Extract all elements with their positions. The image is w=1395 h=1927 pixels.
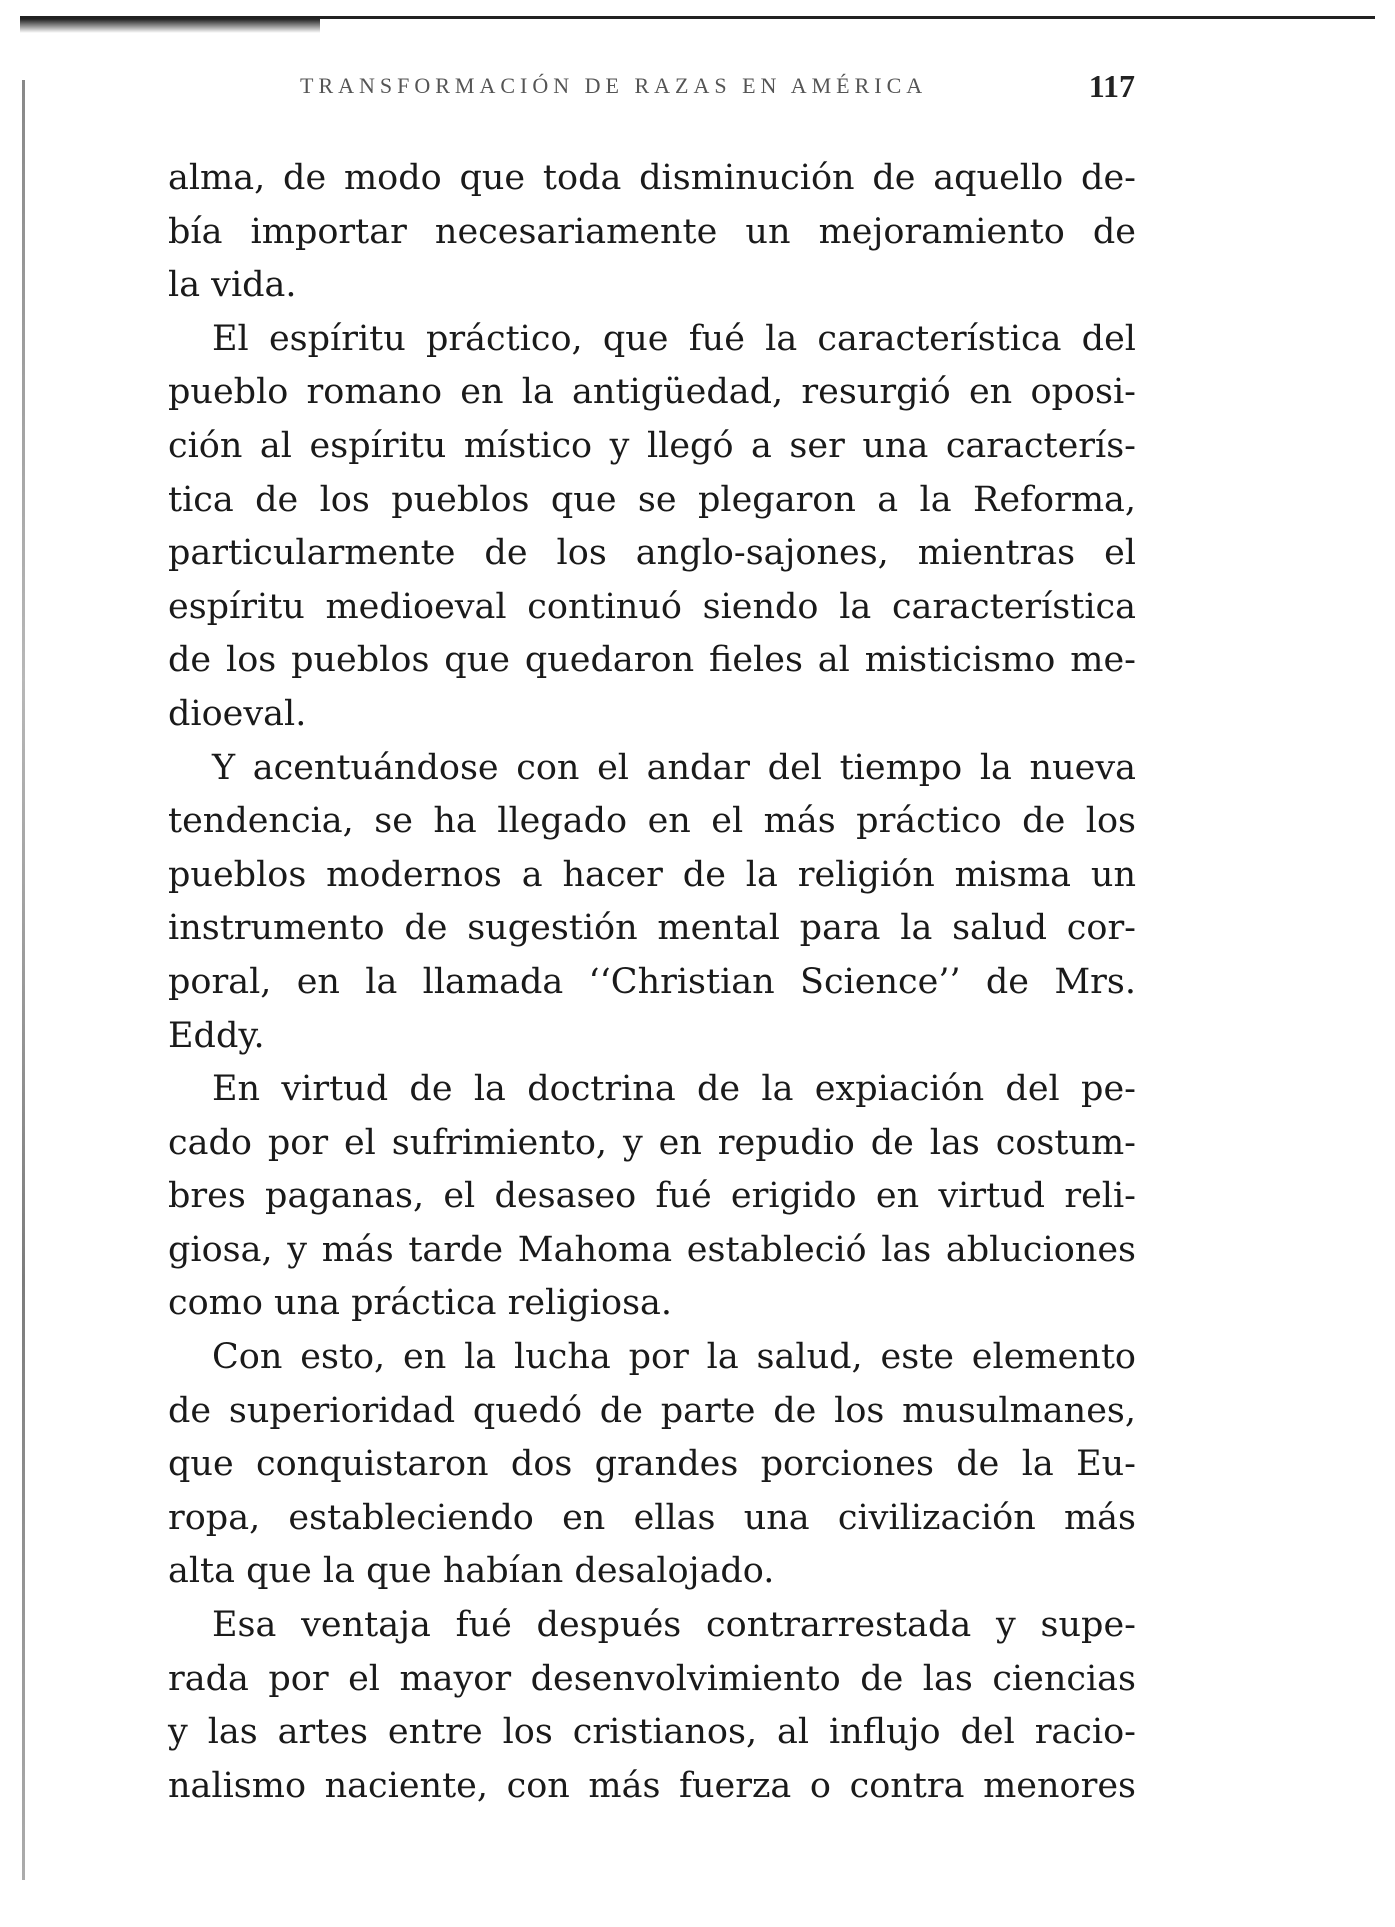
text-line: Eddy. — [168, 1015, 265, 1056]
text-line: nalismo naciente, con más fuerza o contra menores — [168, 1765, 1136, 1806]
text-line: giosa, y más tarde Mahoma estableció las abluciones — [168, 1229, 1136, 1270]
paragraph — [168, 1599, 1136, 1813]
text-line: pueblo romano en la antigüedad, resurgió en oposi- — [168, 372, 1136, 413]
text-line: Con esto, en la lucha por la salud, este elemento — [212, 1337, 1136, 1378]
text-line: de superioridad quedó de parte de los musulmanes, — [168, 1390, 1136, 1431]
paragraph — [168, 1331, 1136, 1599]
text-line: la vida. — [168, 265, 297, 306]
text-line: particularmente de los anglo-sajones, mientras el — [168, 533, 1136, 574]
text-line: alta que la que habían desalojado. — [168, 1551, 775, 1592]
text-line: de los pueblos que quedaron fieles al misticismo me- — [168, 640, 1136, 681]
text-line: rada por el mayor desenvolvimiento de las ciencias — [168, 1658, 1136, 1699]
paragraph — [168, 313, 1136, 742]
text-line: poral, en la llamada ‘‘Christian Science’’ de Mrs. — [168, 961, 1136, 1002]
text-line: pueblos modernos a hacer de la religión misma un — [168, 854, 1136, 895]
text-line: En virtud de la doctrina de la expiación del pe- — [212, 1069, 1136, 1110]
page-body — [168, 152, 1136, 1813]
text-line: El espíritu práctico, que fué la característica del — [212, 318, 1136, 359]
text-line: tica de los pueblos que se plegaron a la Reforma, — [168, 479, 1136, 520]
text-line: ción al espíritu místico y llegó a ser una caracterís- — [168, 425, 1136, 466]
paragraph — [168, 742, 1136, 1064]
text-line: bres paganas, el desaseo fué erigido en virtud reli- — [168, 1176, 1136, 1217]
text-line: Y acentuándose con el andar del tiempo la nueva — [212, 747, 1136, 788]
text-line: alma, de modo que toda disminución de aquello de- — [168, 158, 1136, 198]
text-line: dioeval. — [168, 693, 307, 734]
text-line: y las artes entre los cristianos, al influjo del racio- — [168, 1712, 1136, 1753]
text-line: Esa ventaja fué después contrarrestada y supe- — [212, 1605, 1136, 1646]
text-line: que conquistaron dos grandes porciones de la Eu- — [168, 1444, 1136, 1485]
text-line: instrumento de sugestión mental para la salud cor- — [168, 908, 1136, 949]
text-line: cado por el sufrimiento, y en repudio de las costum- — [168, 1122, 1136, 1163]
running-title: TRANSFORMACIÓN DE RAZAS EN AMÉRICA — [300, 73, 928, 98]
page-number: 117 — [1088, 67, 1135, 104]
paragraph — [168, 1063, 1136, 1331]
text-line: ropa, estableciendo en ellas una civilización más — [168, 1497, 1136, 1538]
text-line: tendencia, se ha llegado en el más práctico de los — [168, 801, 1136, 842]
text-line: como una práctica religiosa. — [168, 1283, 673, 1324]
text-line: bía importar necesariamente un mejoramiento de — [168, 211, 1136, 252]
scan-shadow — [20, 19, 320, 33]
page-header — [300, 66, 1135, 106]
scan-left-edge — [22, 80, 25, 1880]
paragraph — [168, 152, 1136, 313]
text-line: espíritu medioeval continuó siendo la característica — [168, 586, 1136, 627]
